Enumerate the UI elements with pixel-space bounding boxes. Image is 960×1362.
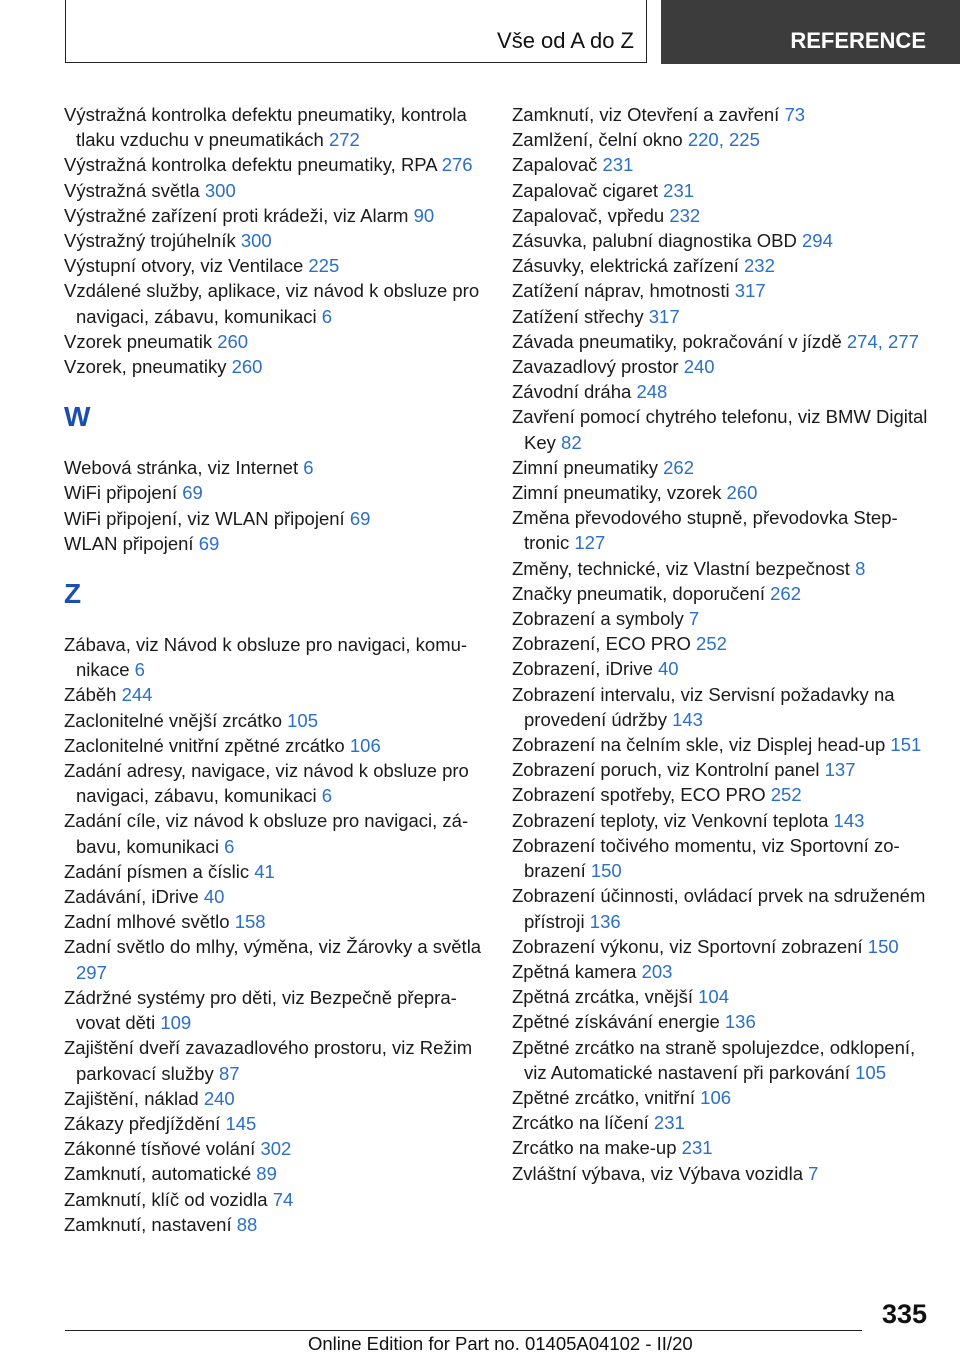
index-entry xyxy=(512,1009,932,1034)
entry-term: Výstražná kontrolka defektu pneumatiky, kontrola tlaku vzduchu v pneumatikách xyxy=(64,104,467,151)
entry-term: Vzorek pneumatik xyxy=(64,330,213,352)
entry-term: Zaclonitelné vnitřní zpětné zrcátko xyxy=(64,734,345,756)
entry-page-link[interactable]: 143 xyxy=(672,708,703,730)
entry-term: Zpětná zrcátka, vnější xyxy=(512,986,693,1008)
index-entry xyxy=(512,808,932,833)
entry-term: Vzorek, pneumatiky xyxy=(64,356,227,378)
chapter-tab[interactable]: REFERENCE xyxy=(661,0,960,64)
entry-page-link[interactable]: 276 xyxy=(441,154,473,176)
entry-term: Zamknutí, klíč od vozidla xyxy=(64,1188,268,1210)
entry-term: Výstražný trojúhelník xyxy=(64,230,236,252)
entry-term: Zadní mlhové světlo xyxy=(64,911,230,933)
index-entry xyxy=(64,909,484,934)
index-entry xyxy=(64,758,484,808)
index-entry xyxy=(512,228,932,253)
entry-page-link[interactable]: 225 xyxy=(308,255,340,277)
entry-term: Záběh xyxy=(64,684,117,706)
entry-page-link[interactable]: 106 xyxy=(349,734,381,756)
index-entry xyxy=(64,1111,484,1136)
entry-term: Zimní pneumatiky, vzorek xyxy=(512,482,722,504)
entry-page-link[interactable]: 90 xyxy=(413,204,435,226)
entry-page-link[interactable]: 231 xyxy=(681,1137,713,1159)
index-entry xyxy=(512,732,932,757)
entry-term: Výstražná světla xyxy=(64,179,200,201)
index-entry xyxy=(64,733,484,758)
entry-term: Zobrazení spotřeby, ECO PRO xyxy=(512,784,766,806)
entry-term: Výstupní otvory, viz Ventilace xyxy=(64,255,304,277)
entry-term: Zobrazení intervalu, viz Servisní požadavky na provedení údržby xyxy=(512,683,895,730)
index-entry xyxy=(512,581,932,606)
entry-term: Závodní dráha xyxy=(512,381,632,403)
entry-term: Zrcátko na make-up xyxy=(512,1137,677,1159)
entry-page-link[interactable]: 69 xyxy=(349,507,371,529)
index-entry xyxy=(512,379,932,404)
index-entry xyxy=(512,102,932,127)
entry-term: Zajištění, náklad xyxy=(64,1087,199,1109)
entry-page-link[interactable]: 220, 225 xyxy=(687,129,760,151)
entry-page-link[interactable]: 69 xyxy=(182,482,203,504)
index-entry xyxy=(64,934,484,984)
entry-term: Výstražná kontrolka defektu pneumatiky, RPA xyxy=(64,154,437,176)
index-column-right xyxy=(512,102,932,1186)
entry-term: Zapalovač cigaret xyxy=(512,179,659,201)
entry-term: Výstražné zařízení proti krádeži, viz Alarm xyxy=(64,204,409,226)
index-entry xyxy=(512,556,932,581)
footer-divider xyxy=(65,1330,862,1331)
index-entry xyxy=(64,985,484,1035)
entry-term: Zamknutí, nastavení xyxy=(64,1213,232,1235)
entry-page-link[interactable]: 136 xyxy=(724,1011,756,1033)
entry-term: Zobrazení, ECO PRO xyxy=(512,633,691,655)
entry-page-link[interactable]: 106 xyxy=(700,1086,732,1108)
entry-term: Zadání adresy, navigace, viz návod k obsluze pro navigaci, zábavu, komunikaci xyxy=(64,760,469,807)
entry-term: Zajištění dveří zavazadlového prostoru, viz Režim parkovací služby xyxy=(64,1037,473,1084)
entry-term: Zatížení náprav, hmotnosti xyxy=(512,280,730,302)
index-entry xyxy=(64,1035,484,1085)
entry-page-link[interactable]: 40 xyxy=(203,886,225,908)
section-title: Vše od A do Z xyxy=(497,28,634,53)
index-entry xyxy=(512,505,932,555)
entry-term: WLAN připojení xyxy=(64,532,194,554)
entry-page-link[interactable]: 244 xyxy=(121,684,153,706)
entry-page-link[interactable]: 73 xyxy=(784,104,806,125)
index-letter-heading: W xyxy=(64,401,91,433)
index-entry xyxy=(512,1035,932,1085)
entry-page-link[interactable]: 6 xyxy=(321,305,333,327)
entry-term: Zákonné tísňové volání xyxy=(64,1138,256,1160)
index-entry xyxy=(512,682,932,732)
entry-term: Zpětná kamera xyxy=(512,960,637,982)
index-entry xyxy=(512,203,932,228)
index-entry xyxy=(64,1136,484,1161)
entry-term: Zavření pomocí chytrého telefonu, viz BMW Digital Key xyxy=(512,406,928,453)
entry-page-link[interactable]: 248 xyxy=(636,381,668,403)
index-entry xyxy=(64,506,484,531)
index-entry xyxy=(64,531,484,556)
entry-term: Závada pneumatiky, pokračování v jízdě xyxy=(512,330,842,352)
entry-term: Značky pneumatik, doporučení xyxy=(512,582,765,604)
entry-page-link[interactable]: 7 xyxy=(808,1162,819,1184)
index-entry xyxy=(512,1135,932,1160)
index-entry xyxy=(64,253,484,278)
index-entry xyxy=(512,329,932,354)
entry-page-link[interactable]: 300 xyxy=(204,179,236,201)
entry-page-link[interactable]: 260 xyxy=(217,330,249,352)
entry-page-link[interactable]: 274, 277 xyxy=(846,330,919,352)
entry-term: Zobrazení účinnosti, ovládací prvek na sdruženém přístroji xyxy=(512,885,926,932)
index-entry xyxy=(64,152,484,177)
entry-page-link[interactable]: 137 xyxy=(824,759,856,781)
index-entry xyxy=(512,1161,932,1186)
entry-term: Zadávání, iDrive xyxy=(64,886,199,908)
index-entry xyxy=(512,934,932,959)
entry-page-link[interactable]: 240 xyxy=(683,356,715,378)
entry-page-link[interactable]: 262 xyxy=(663,456,695,478)
index-entry xyxy=(512,253,932,278)
entry-page-link[interactable]: 6 xyxy=(321,785,333,807)
entry-page-link[interactable]: 41 xyxy=(254,860,275,882)
index-entry xyxy=(64,455,484,480)
entry-page-link[interactable]: 231 xyxy=(653,1112,685,1134)
entry-term: Zatížení střechy xyxy=(512,305,644,327)
entry-term: Zobrazení výkonu, viz Sportovní zobrazení xyxy=(512,935,863,957)
entry-term: Zadání písmen a číslic xyxy=(64,860,250,882)
index-entry xyxy=(64,354,484,379)
entry-page-link[interactable]: 69 xyxy=(198,532,220,554)
entry-page-link[interactable]: 231 xyxy=(663,179,695,201)
index-entry xyxy=(64,884,484,909)
index-entry xyxy=(64,859,484,884)
entry-page-link[interactable]: 40 xyxy=(658,658,679,680)
entry-term: WiFi připojení, viz WLAN připojení xyxy=(64,507,345,529)
entry-term: Zobrazení na čelním skle, viz Displej head-up xyxy=(512,734,886,756)
entry-page-link[interactable]: 8 xyxy=(855,557,866,579)
entry-page-link[interactable]: 82 xyxy=(561,431,582,453)
entry-term: Změna převodového stupně, převodovka Steptronic xyxy=(512,507,898,554)
entry-page-link[interactable]: 150 xyxy=(867,935,899,957)
index-entry xyxy=(64,1086,484,1111)
entry-term: Zapalovač xyxy=(512,154,598,176)
entry-page-link[interactable]: 300 xyxy=(240,230,272,252)
index-entry xyxy=(64,278,484,328)
entry-term: Zadní světlo do mlhy, výměna, viz Žárovky a světla xyxy=(64,936,482,958)
entry-page-link[interactable]: 294 xyxy=(802,230,833,252)
entry-page-link[interactable]: 104 xyxy=(698,986,729,1008)
entry-page-link[interactable]: 232 xyxy=(669,204,701,226)
entry-term: Vzdálené služby, aplikace, viz návod k obsluze pro navigaci, zábavu, komunikaci xyxy=(64,280,480,327)
entry-term: Zadání cíle, viz návod k obsluze pro navigaci, zábavu, komunikaci xyxy=(64,810,469,857)
entry-page-link[interactable]: 252 xyxy=(770,784,802,806)
entry-page-link[interactable]: 6 xyxy=(303,457,314,479)
index-entry xyxy=(512,656,932,681)
entry-term: Zpětné získávání energie xyxy=(512,1011,720,1033)
entry-term: Zavazadlový prostor xyxy=(512,356,679,378)
index-entry xyxy=(512,178,932,203)
entry-page-link[interactable]: 158 xyxy=(234,911,266,933)
entry-term: Zamknutí, automatické xyxy=(64,1163,252,1185)
entry-page-link[interactable]: 260 xyxy=(231,356,263,378)
index-entry xyxy=(512,606,932,631)
entry-page-link[interactable]: 302 xyxy=(260,1138,292,1160)
entry-page-link[interactable]: 89 xyxy=(256,1163,277,1185)
entry-term: Zobrazení, iDrive xyxy=(512,658,653,680)
entry-page-link[interactable]: 74 xyxy=(272,1188,294,1210)
entry-page-link[interactable]: 262 xyxy=(770,582,801,604)
index-entry xyxy=(64,329,484,354)
index-entry xyxy=(64,228,484,253)
index-entry xyxy=(512,959,932,984)
entry-page-link[interactable]: 7 xyxy=(688,608,700,630)
entry-term: Zapalovač, vpředu xyxy=(512,204,665,226)
index-entry xyxy=(64,1212,484,1237)
entry-term: Zamknutí, viz Otevření a zavření xyxy=(512,104,780,125)
entry-page-link[interactable]: 87 xyxy=(218,1062,240,1084)
entry-page-link[interactable]: 145 xyxy=(225,1112,257,1134)
index-entry xyxy=(512,1085,932,1110)
entry-term: Zrcátko na líčení xyxy=(512,1112,649,1134)
entry-page-link[interactable]: 105 xyxy=(855,1061,886,1083)
index-entry xyxy=(64,1161,484,1186)
entry-page-link[interactable]: 143 xyxy=(833,809,865,831)
index-entry xyxy=(512,354,932,379)
entry-page-link[interactable]: 232 xyxy=(744,255,775,277)
entry-term: Zvláštní výbava, viz Výbava vozidla xyxy=(512,1162,803,1184)
index-entry xyxy=(512,984,932,1009)
entry-page-link[interactable]: 240 xyxy=(203,1087,235,1109)
entry-term: Zobrazení teploty, viz Venkovní teplota xyxy=(512,809,829,831)
index-entry xyxy=(512,404,932,454)
entry-page-link[interactable]: 260 xyxy=(726,482,758,504)
index-entry xyxy=(512,152,932,177)
entry-term: Webová stránka, viz Internet xyxy=(64,457,299,479)
footer-edition xyxy=(308,1333,693,1355)
entry-page-link[interactable]: 231 xyxy=(602,154,634,176)
index-entry xyxy=(64,1187,484,1212)
index-entry xyxy=(64,808,484,858)
entry-term: Zobrazení točivého momentu, viz Sportovní zobrazení xyxy=(512,834,900,882)
entry-page-link[interactable]: 203 xyxy=(641,960,673,982)
entry-page-link[interactable]: 317 xyxy=(734,280,766,302)
edition-text: Online Edition for Part no. 01405A04102 - II/20 xyxy=(308,1333,693,1354)
entry-term: Změny, technické, viz Vlastní bezpečnost xyxy=(512,557,850,579)
index-letter-heading: Z xyxy=(64,578,82,610)
index-entry xyxy=(64,178,484,203)
entry-page-link[interactable]: 151 xyxy=(890,734,922,756)
index-column-left xyxy=(64,102,484,1237)
entry-page-link[interactable]: 105 xyxy=(287,709,319,731)
entry-term: Zpětné zrcátko, vnitřní xyxy=(512,1086,696,1108)
entry-term: Zákazy předjíždění xyxy=(64,1112,221,1134)
entry-page-link[interactable]: 272 xyxy=(328,129,360,151)
entry-term: WiFi připojení xyxy=(64,482,178,504)
entry-term: Zádržné systémy pro děti, viz Bezpečně přepravovat děti xyxy=(64,986,457,1034)
index-entry xyxy=(64,632,484,682)
index-entry xyxy=(512,127,932,152)
index-entry xyxy=(512,631,932,656)
entry-page-link[interactable]: 88 xyxy=(236,1213,258,1235)
index-entry xyxy=(512,757,932,782)
entry-page-link[interactable]: 6 xyxy=(134,659,145,681)
entry-page-link[interactable]: 252 xyxy=(696,633,727,655)
index-entry xyxy=(512,833,932,883)
entry-term: Zamlžení, čelní okno xyxy=(512,129,683,151)
index-entry xyxy=(64,708,484,733)
entry-page-link[interactable]: 317 xyxy=(648,305,680,327)
entry-term: Zaclonitelné vnější zrcátko xyxy=(64,709,282,731)
entry-page-link[interactable]: 109 xyxy=(160,1012,192,1034)
page-number: 335 xyxy=(881,1299,927,1329)
entry-term: Zimní pneumatiky xyxy=(512,456,658,478)
index-entry xyxy=(64,480,484,505)
entry-page-link[interactable]: 297 xyxy=(76,961,107,983)
entry-page-link[interactable]: 136 xyxy=(589,910,621,932)
entry-page-link[interactable]: 6 xyxy=(224,835,235,857)
entry-term: Zásuvky, elektrická zařízení xyxy=(512,255,739,277)
entry-term: Zobrazení a symboly xyxy=(512,608,684,630)
index-entry xyxy=(64,203,484,228)
index-entry xyxy=(512,455,932,480)
index-entry xyxy=(512,278,932,303)
entry-term: Zásuvka, palubní diagnostika OBD xyxy=(512,230,797,252)
index-entry xyxy=(512,782,932,807)
entry-page-link[interactable]: 127 xyxy=(574,532,606,554)
entry-term: Zpětné zrcátko na straně spolujezdce, odklopení, viz Automatické nastavení při parkování xyxy=(512,1036,916,1083)
index-entry xyxy=(512,480,932,505)
index-entry xyxy=(64,682,484,707)
entry-term: Zobrazení poruch, viz Kontrolní panel xyxy=(512,759,820,781)
index-entry xyxy=(512,883,932,933)
index-entry xyxy=(64,102,484,152)
index-entry xyxy=(512,304,932,329)
entry-page-link[interactable]: 150 xyxy=(590,860,622,882)
entry-term: Zábava, viz Návod k obsluze pro navigaci, komunikace xyxy=(64,634,468,681)
index-entry xyxy=(512,1110,932,1135)
